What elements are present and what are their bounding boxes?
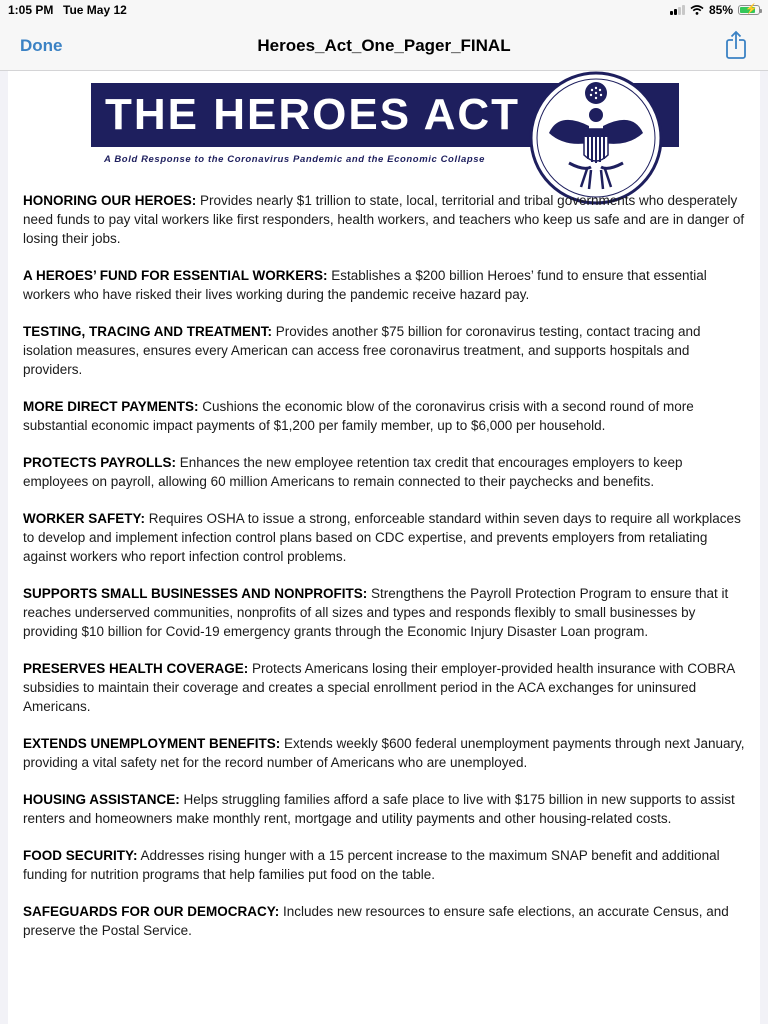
section-heading: HOUSING ASSISTANCE: — [23, 792, 180, 807]
document-section — [23, 397, 748, 435]
section-body: Addresses rising hunger with a 15 percent increase to the maximum SNAP benefit and additional funding for nutrition programs that help families put food on the table. — [23, 848, 720, 882]
section-body: Establishes a $200 billion Heroes’ fund to ensure that essential workers who have risked their lives working during the pandemic receive hazard pay. — [23, 268, 707, 302]
great-seal-icon — [529, 71, 663, 205]
document-section — [23, 790, 748, 828]
status-date: Tue May 12 — [63, 3, 127, 17]
section-heading: PRESERVES HEALTH COVERAGE: — [23, 661, 249, 676]
section-body: Helps struggling families afford a safe place to live with $175 billion in new supports to assist renters and homeowners make monthly rent, mortgage and utility payments and other housing-related costs. — [23, 792, 735, 826]
section-heading: SAFEGUARDS FOR OUR DEMOCRACY: — [23, 904, 280, 919]
section-heading: PROTECTS PAYROLLS: — [23, 455, 177, 470]
charging-bolt-icon: ⚡ — [745, 4, 758, 15]
section-body: Requires OSHA to issue a strong, enforceable standard within seven days to require all workplaces to develop and implement infection control plans based on CDC expertise, and prevents employers from retaliating against workers who report infection control problems. — [23, 511, 741, 564]
document-section — [23, 659, 748, 716]
section-body: Enhances the new employee retention tax credit that encourages employers to keep employees on payroll, allowing 60 million Americans to remain connected to their paychecks and benefits. — [23, 455, 683, 489]
document-section — [23, 191, 748, 248]
done-button[interactable]: Done — [20, 36, 63, 55]
banner-tagline: A Bold Response to the Coronavirus Pandemic and the Economic Collapse — [104, 154, 485, 165]
section-body: Strengthens the Payroll Protection Program to ensure that it reaches underserved communities, nonprofits of all sizes and types and responds flexibly to small businesses by providing $10 billion for Covid-19 emergency grants through the Economic Injury Disaster Loan program. — [23, 586, 729, 639]
section-heading: TESTING, TRACING AND TREATMENT: — [23, 324, 272, 339]
wifi-icon — [690, 5, 704, 15]
status-bar — [0, 0, 768, 22]
document-section — [23, 453, 748, 491]
banner-title: THE HEROES ACT — [105, 90, 521, 139]
document-section — [23, 734, 748, 772]
section-heading: A HEROES’ FUND FOR ESSENTIAL WORKERS: — [23, 268, 328, 283]
document-sections — [23, 191, 748, 958]
document-page[interactable] — [8, 71, 760, 1024]
section-heading: WORKER SAFETY: — [23, 511, 145, 526]
section-heading: FOOD SECURITY: — [23, 848, 138, 863]
document-section — [23, 846, 748, 884]
document-title: Heroes_Act_One_Pager_FINAL — [257, 36, 511, 55]
section-body: Includes new resources to ensure safe elections, an accurate Census, and preserve the Postal Service. — [23, 904, 729, 938]
cellular-signal-icon — [670, 5, 685, 15]
document-section — [23, 902, 748, 940]
document-section — [23, 322, 748, 379]
section-body: Provides another $75 billion for coronavirus testing, contact tracing and isolation measures, ensures every American can access free coronavirus treatment, and supports hospitals and providers. — [23, 324, 701, 377]
share-icon[interactable] — [724, 30, 748, 60]
section-body: Cushions the economic blow of the coronavirus crisis with a second round of more substantial economic impact payments of $1,200 per family member, up to $6,000 per household. — [23, 399, 694, 433]
section-heading: HONORING OUR HEROES: — [23, 193, 197, 208]
status-time: 1:05 PM — [8, 3, 54, 17]
document-section — [23, 509, 748, 566]
nav-bar — [0, 22, 768, 71]
battery-icon — [738, 5, 760, 15]
section-heading: SUPPORTS SMALL BUSINESSES AND NONPROFITS: — [23, 586, 368, 601]
document-section — [23, 584, 748, 641]
battery-percent: 85% — [708, 3, 733, 17]
title-banner — [91, 83, 679, 147]
section-heading: EXTENDS UNEMPLOYMENT BENEFITS: — [23, 736, 281, 751]
section-body: Protects Americans losing their employer-provided health insurance with COBRA subsidies to maintain their coverage and creates a special enrollment period in the ACA exchanges for uninsured Americans. — [23, 661, 735, 714]
section-heading: MORE DIRECT PAYMENTS: — [23, 399, 199, 414]
status-indicators — [670, 3, 760, 17]
document-section — [23, 266, 748, 304]
section-body: Extends weekly $600 federal unemployment payments through next January, providing a vital safety net for the record number of Americans who are unemployed. — [23, 736, 745, 770]
section-body: Provides nearly $1 trillion to state, local, territorial and tribal governments who desperately need funds to pay vital workers like first responders, health workers, and teachers who keep us safe and are in danger of losing their jobs. — [23, 193, 745, 246]
